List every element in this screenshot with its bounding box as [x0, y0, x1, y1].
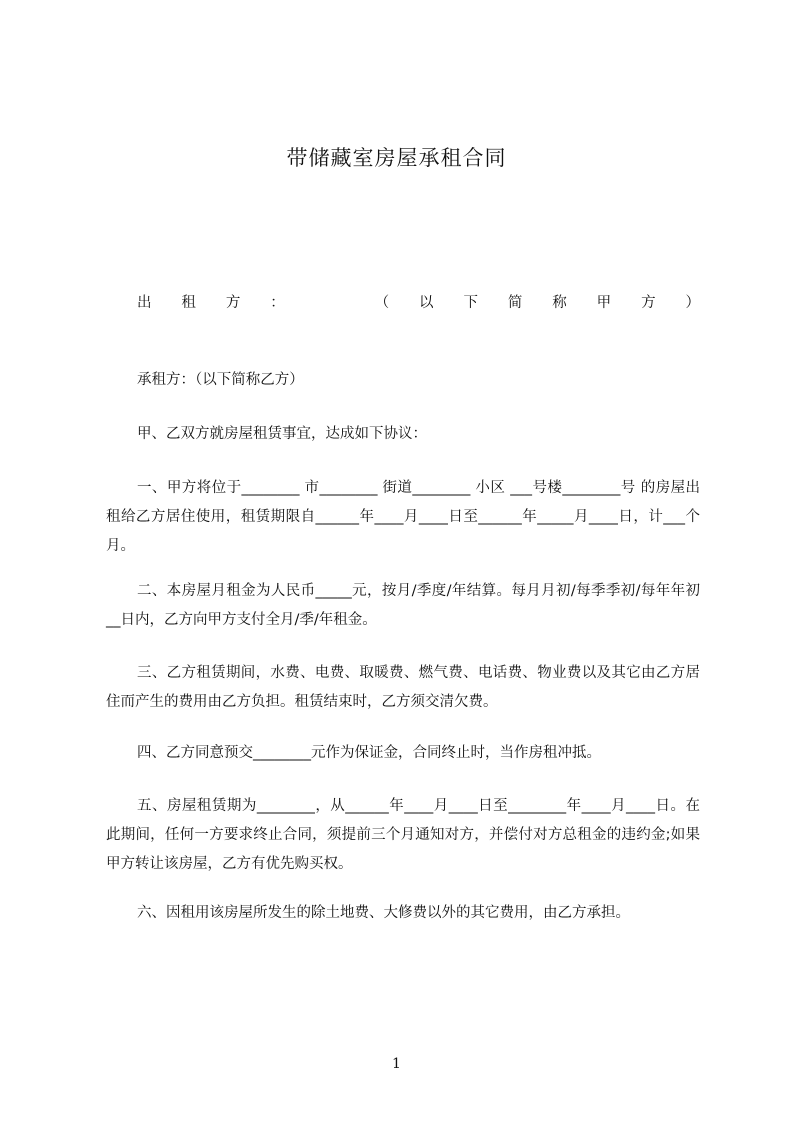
lessor-char: 简 — [507, 295, 523, 311]
page-number: 1 — [392, 1056, 401, 1072]
lessor-line — [137, 291, 700, 313]
lessor-char: 出 — [137, 295, 152, 311]
lessee-line: 承租方：（以下简称乙方） — [137, 372, 304, 388]
clause-2: 二、本房屋月租金为人民币_____元，按月/季度/年结算。每月月初/每季季初/每年年初__日内，乙方向甲方支付全月/季/年租金。 — [106, 583, 700, 628]
clause-5: 五、房屋租赁期为________，从______年____月____日至________年____月____日。在此期间，任何一方要求终止合同，须提前三个月通知对方，并偿付对方总租金的违约金;如果甲方转让该房屋，乙方有优先购买权。 — [106, 798, 700, 872]
lessor-char: 租 — [181, 295, 196, 311]
lessor-char: 方 — [641, 295, 656, 311]
clause-6: 六、因租用该房屋所发生的除土地费、大修费以外的其它费用，由乙方承担。 — [137, 905, 630, 921]
lessor-char: 甲 — [596, 295, 612, 311]
lessor-char: 下 — [463, 295, 478, 311]
document-title: 带储藏室房屋承租合同 — [286, 146, 507, 170]
clause-1: 一、甲方将位于________ 市________ 街道________ 小区 ___号楼________号 的房屋出租给乙方居住使用，租赁期限自______年____月____日至______年_____月____日，计___个月。 — [106, 480, 700, 554]
agreement-intro: 甲、乙双方就房屋租赁事宜，达成如下协议： — [137, 426, 427, 442]
lessor-char: ： — [270, 295, 285, 311]
lessor-char: 称 — [552, 295, 567, 311]
lessor-char: 方 — [225, 295, 241, 311]
clause-4: 四、乙方同意预交________元作为保证金，合同终止时，当作房租冲抵。 — [137, 745, 601, 761]
lessor-char: ） — [685, 295, 700, 311]
clause-3: 三、乙方租赁期间，水费、电费、取暖费、燃气费、电话费、物业费以及其它由乙方居住而产生的费用由乙方负担。租赁结束时，乙方须交清欠费。 — [106, 665, 700, 710]
lessor-char: （ — [374, 295, 390, 311]
lessor-char: 以 — [419, 295, 434, 311]
